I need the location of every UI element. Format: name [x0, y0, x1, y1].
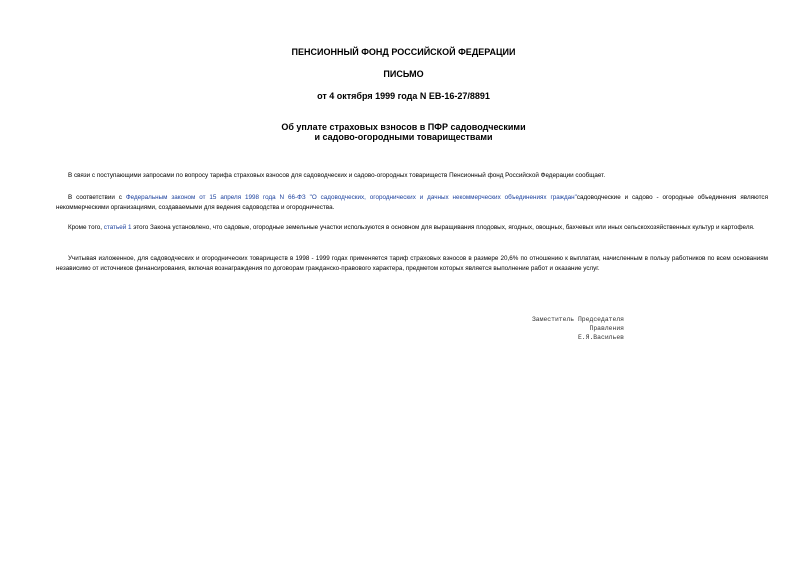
paragraph-3-text-before: Кроме того, [68, 224, 104, 231]
document-subject-line-2: и садово-огородными товариществами [314, 132, 493, 142]
paragraph-2 [56, 193, 768, 213]
organization-title: ПЕНСИОННЫЙ ФОНД РОССИЙСКОЙ ФЕДЕРАЦИИ [291, 47, 516, 57]
paragraph-1: В связи с поступающими запросами по вопросу тарифа страховых взносов для садоводческих и садово-огородных товариществ Пенсионный фонд Российской Федерации сообщает. [68, 172, 606, 179]
signature-block [480, 315, 624, 342]
document-type: ПИСЬМО [383, 69, 424, 79]
document-date-number: от 4 октября 1999 года N ЕВ-16-27/8891 [317, 91, 490, 101]
signature-department: Правления [589, 325, 624, 332]
paragraph-3-text-after: этого Закона установлено, что садовые, огородные земельные участки используются в основном для выращивания плодовых, ягодных, овощных, бахчевых или иных сельскохозяйственных культур и картофеля. [131, 224, 755, 231]
paragraph-4: Учитывая изложенное, для садоводческих и огороднических товариществ в 1998 - 1999 годах применяется тариф страховых взносов в размере 20,6% по отношению к выплатам, начисленным в пользу работников по всем основаниям независимо от источников финансирования, включая вознаграждения по договорам гражданско-правового характера, предметом которых является выполнение работ и оказание услуг. [56, 255, 768, 272]
paragraph-3 [56, 223, 768, 233]
article-1-link[interactable]: статьей 1 [103, 224, 132, 231]
paragraph-2-text-before: В соответствии с [68, 194, 126, 201]
signature-position: Заместитель Председателя [531, 316, 624, 323]
document-subject-line-1: Об уплате страховых взносов в ПФР садоводческими [281, 122, 526, 132]
federal-law-link[interactable]: Федеральным законом от 15 апреля 1998 года N 66-ФЗ "О садоводческих, огороднических и дачных некоммерческих объединениях граждан" [125, 194, 577, 201]
paragraph-2-text-after: садоводческие и садово - огородные объединения являются некоммерческими организациями, создаваемыми для ведения садоводства и огородничества. [56, 194, 768, 211]
signature-name: Е.Я.Васильев [577, 334, 624, 341]
